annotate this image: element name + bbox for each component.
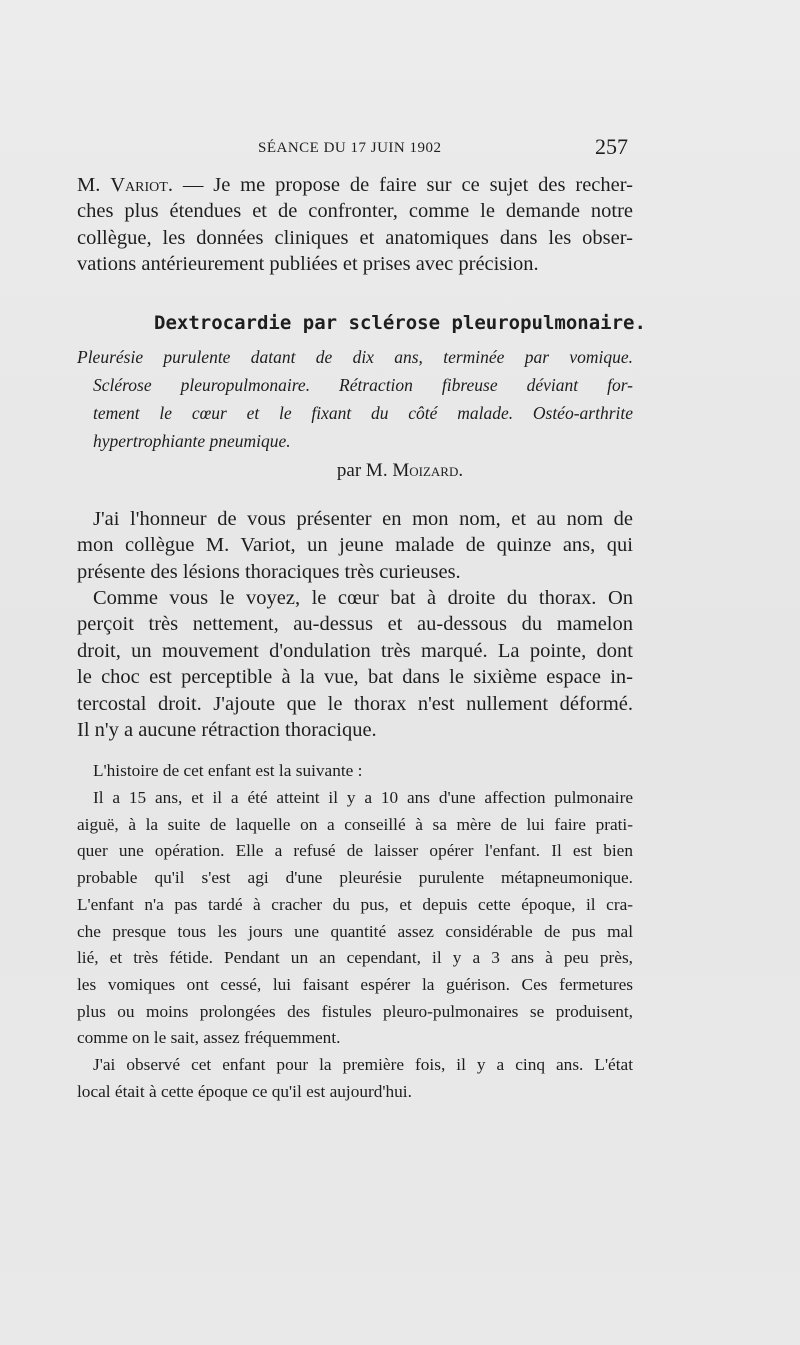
subtitle-line: Pleurésie purulente datant de dix ans, terminée par vomique.: [77, 347, 633, 367]
paragraph-line: [77, 172, 633, 198]
paragraph-line: lié, et très fétide. Pendant un an cependant, il y a 3 ans à peu près,: [77, 948, 633, 968]
subtitle-line: hypertrophiante pneumique.: [93, 431, 291, 451]
paragraph-line: che presque tous les jours une quantité assez considérable de pus mal: [77, 921, 633, 941]
speaker-text: . — Je me propose de faire sur ce sujet des recher-: [167, 174, 633, 196]
paragraph-line: mon collègue M. Variot, un jeune malade de quinze ans, qui: [77, 534, 633, 557]
page-header: [0, 134, 800, 164]
running-title: SÉANCE DU 17 JUIN 1902: [258, 140, 442, 156]
paragraph-line: L'histoire de cet enfant est la suivante :: [93, 761, 363, 780]
paragraph-line: présente des lésions thoraciques très curieuses.: [77, 560, 461, 583]
author-name: Moizard: [392, 460, 459, 481]
subtitle-line: tement le cœur et le fixant du côté malade. Ostéo-arthrite: [93, 403, 633, 423]
paragraph-line: le choc est perceptible à la vue, bat dans le sixième espace in-: [77, 666, 633, 689]
page-number: 257: [595, 134, 628, 159]
speaker-prefix: M.: [77, 174, 111, 196]
paragraph-line: plus ou moins prolongées des fistules pleuro-pulmonaires se produisent,: [77, 1001, 633, 1021]
paragraph-line: les vomiques ont cessé, lui faisant espérer la guérison. Ces fermetures: [77, 974, 633, 994]
article-author: [0, 460, 800, 482]
speaker-name: Variot: [110, 174, 168, 196]
subtitle-line: Sclérose pleuropulmonaire. Rétraction fibreuse déviant for-: [93, 375, 633, 395]
history-paragraph-1: [77, 785, 633, 1052]
paragraph-line: local était à cette époque ce qu'il est aujourd'hui.: [77, 1081, 412, 1101]
paragraph-line: vations antérieurement publiées et prises avec précision.: [77, 253, 539, 276]
paragraph-line: J'ai l'honneur de vous présenter en mon nom, et au nom de: [93, 508, 633, 530]
paragraph-line: L'enfant n'a pas tardé à cracher du pus, et depuis cette époque, il cra-: [77, 894, 633, 914]
paragraph-line: comme on le sait, assez fréquemment.: [77, 1028, 341, 1048]
paragraph-line: collègue, les données cliniques et anatomiques dans les obser-: [77, 226, 633, 249]
author-suffix: .: [458, 460, 464, 481]
paragraph-line: Il n'y a aucune rétraction thoracique.: [77, 719, 377, 742]
article-title: Dextrocardie par sclérose pleuropulmonaire.: [154, 312, 646, 334]
history-paragraph-2: [77, 1052, 633, 1105]
paragraph-line: probable qu'il s'est agi d'une pleurésie purulente métapneumonique.: [77, 868, 633, 888]
paragraph-line: Il a 15 ans, et il a été atteint il y a 10 ans d'une affection pulmonaire: [93, 788, 633, 807]
paragraph-line: tercostal droit. J'ajoute que le thorax n'est nullement déformé.: [77, 692, 633, 715]
variot-paragraph: [77, 172, 633, 278]
history-intro: [77, 758, 633, 785]
paragraph-line: perçoit très nettement, au-dessus et au-dessous du mamelon: [77, 613, 633, 636]
paragraph-line: quer une opération. Elle a refusé de laisser opérer l'enfant. Il est bien: [77, 841, 633, 861]
author-prefix: par M.: [336, 460, 393, 481]
paragraph-line: aiguë, à la suite de laquelle on a conseillé à sa mère de lui faire prati-: [77, 814, 633, 834]
paragraph-line: J'ai observé cet enfant pour la première fois, il y a cinq ans. L'état: [93, 1055, 633, 1074]
paragraph-line: Comme vous le voyez, le cœur bat à droite du thorax. On: [93, 587, 633, 609]
body-paragraph-2: [77, 585, 633, 743]
body-paragraph-1: [77, 506, 633, 585]
paragraph-line: ches plus étendues et de confronter, comme le demande notre: [77, 200, 633, 223]
paragraph-line: droit, un mouvement d'ondulation très marqué. La pointe, dont: [77, 639, 633, 662]
article-subtitle: [77, 343, 633, 455]
